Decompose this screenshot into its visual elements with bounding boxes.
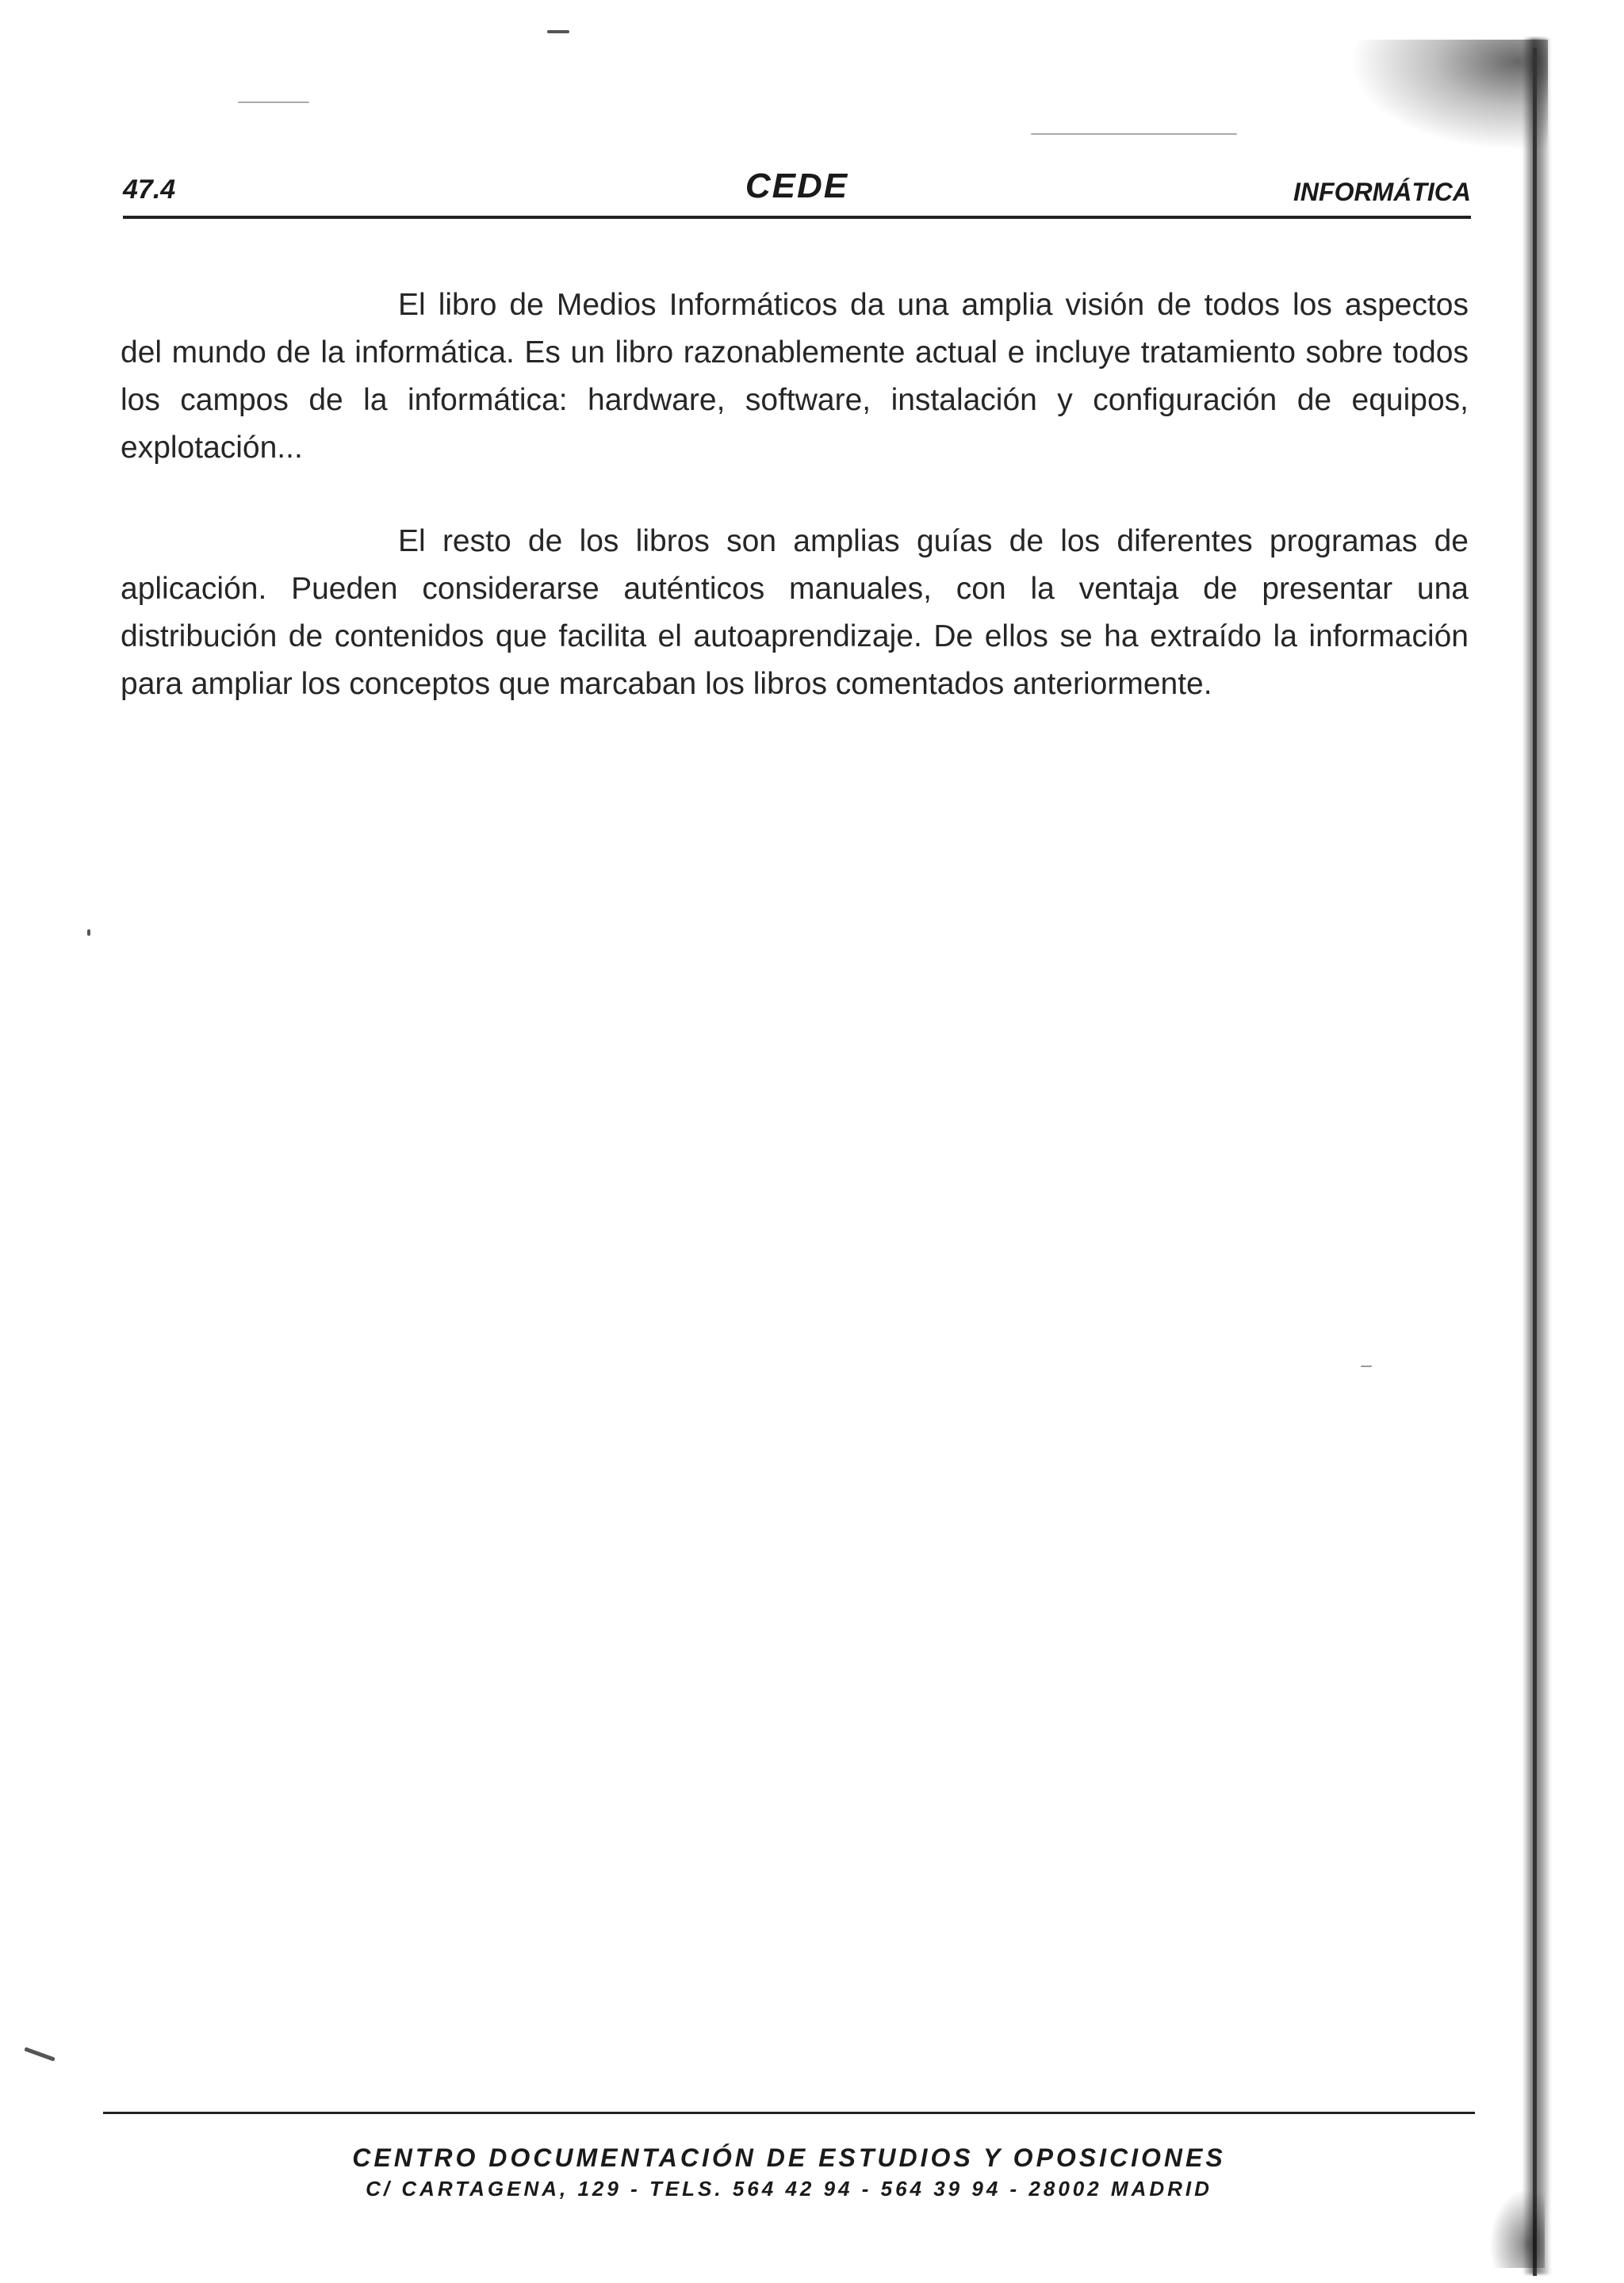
scan-speck [24,2047,55,2061]
scan-speck [238,102,309,103]
footer-divider [103,2112,1475,2114]
header-section-title: INFORMÁTICA [1293,178,1471,206]
scan-speck [87,929,90,936]
page-header [123,167,1471,222]
scan-edge-line [1533,48,1537,2276]
paragraph: El libro de Medios Informáticos da una amplia visión de todos los aspectos del mundo de la informática. Es un libro razonablemente actual e incluye tratamiento sobre todos los campos de la informática: hardware, software, instalación y configuración de equipos, explotación... [121,288,1469,465]
scan-shadow-edge [1522,38,1551,2274]
header-divider [123,216,1471,219]
page-number: 47.4 [123,174,176,205]
header-brand-logo: CEDE [745,167,849,205]
scan-speck [1361,1366,1372,1367]
scan-speck [547,30,569,33]
scan-speck [1031,133,1237,135]
footer-address: C/ CARTAGENA, 129 - TELS. 564 42 94 - 564 39 94 - 28002 MADRID [366,2177,1212,2201]
paragraph: El resto de los libros son amplias guías de los diferentes programas de aplicación. Pueden considerarse auténticos manuales, con la ventaja de presentar una distribución de contenidos que facilita el autoaprendizaje. De ellos se ha extraído la información para ampliar los conceptos que marcaban los libros comentados anteriormente. [121,524,1469,701]
page-footer [0,2141,1578,2203]
page-content [121,282,1469,754]
footer-organization: CENTRO DOCUMENTACIÓN DE ESTUDIOS Y OPOSICIONES [352,2143,1226,2172]
scan-shadow-top [1350,40,1548,151]
